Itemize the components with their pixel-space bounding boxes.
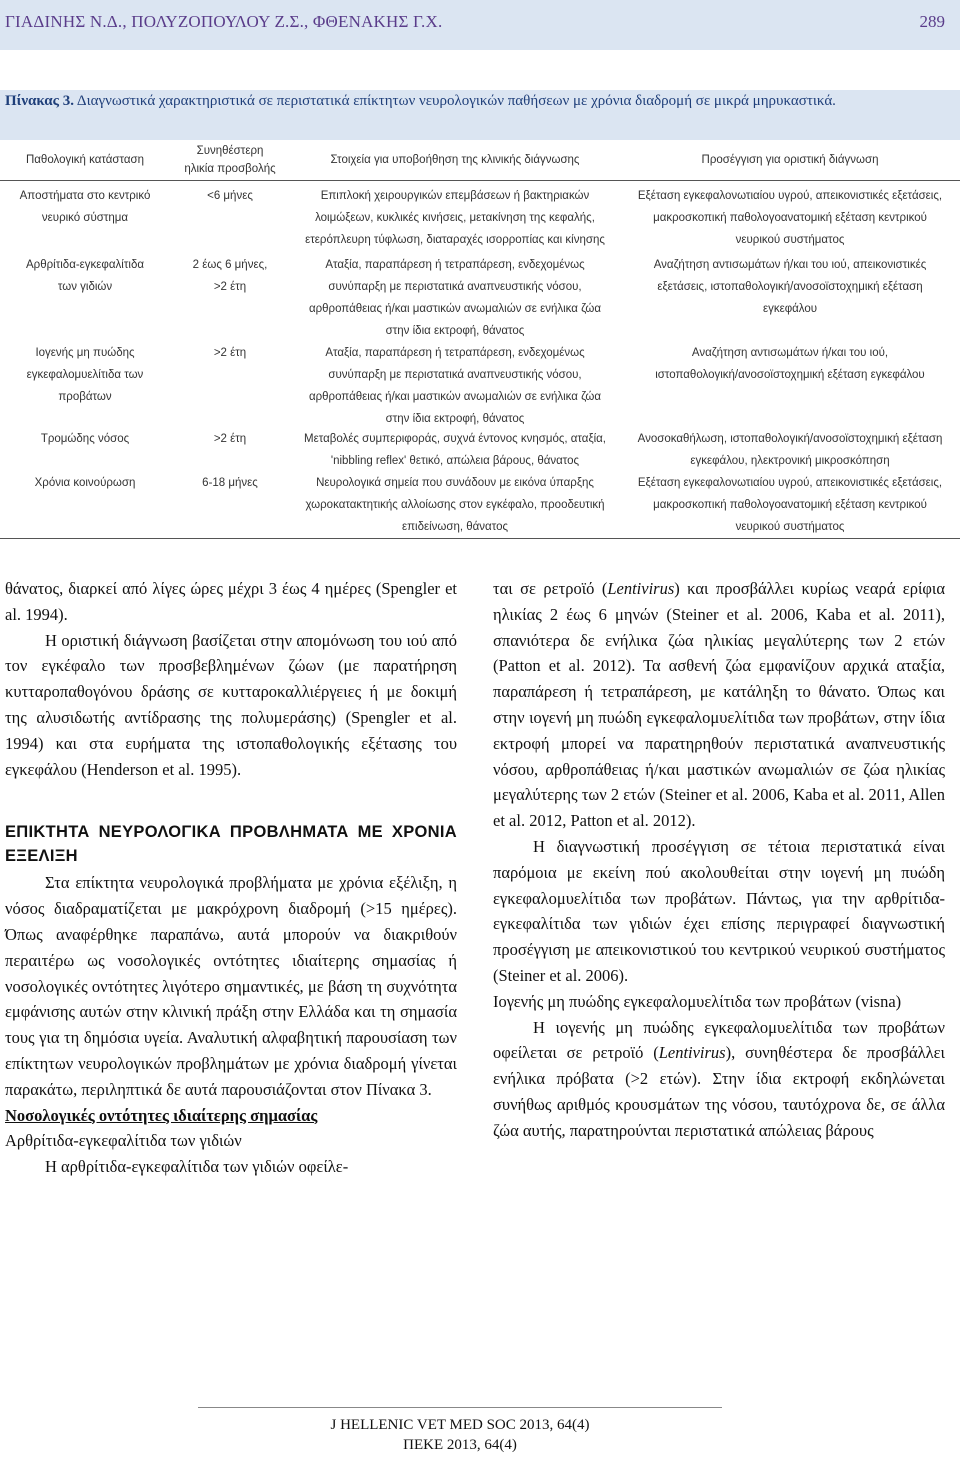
cell-definitive: Ανοσοκαθήλωση, ιστοπαθολογική/ανοσοϊστοχημική εξέταση εγκεφάλου, ηλεκτρονική μικροσκόπηση: [637, 433, 943, 467]
cell-condition: Ιογενής μη πυώδης εγκεφαλομυελίτιδα των προβάτων: [26, 347, 144, 403]
running-head-authors: ΓΙΑΔΙΝΗΣ Ν.Δ., ΠΟΛΥΖΟΠΟΥΛΟΥ Ζ.Σ., ΦΘΕΝΑΚΗΣ Γ.Χ.: [5, 12, 443, 31]
subsection-title: Αρθρίτιδα-εγκεφαλίτιδα των γιδιών: [5, 1131, 242, 1151]
paragraph: Η αρθρίτιδα-εγκεφαλίτιδα των γιδιών οφείλε-: [45, 1157, 349, 1177]
cell-definitive: Αναζήτηση αντισωμάτων ή/και του ιού, ιστοπαθολογική/ανοσοϊστοχημική εξέταση εγκεφάλου: [655, 347, 925, 381]
cell-definitive: Αναζήτηση αντισωμάτων ή/και του ιού, απεικονιστικές εξετάσεις, ιστοπαθολογική/ανοσοϊστοχημική εξέταση εγκεφάλου: [653, 259, 927, 315]
diagnosis-table: [0, 140, 960, 540]
journal-footer-en: J HELLENIC VET MED SOC 2013, 64(4): [330, 1417, 590, 1433]
paragraph: Η οριστική διάγνωση βασίζεται στην απομόνωση του ιού από τον εγκέφαλο των προσβεβλημένων ζώων (με παρατήρηση κυτταροπαθογόνου δράσης σε κυτταροκαλλιέργειες ή με δοκιμή της αλυσιδωτής αντίδρασης της πολυμεράσης) (Spengler et al. 1994) και στα ευρήματα της ιστοπαθολογικής εξέτασης του εγκεφάλου (Henderson et al. 1995).: [5, 630, 457, 779]
footer-box: [198, 1407, 722, 1465]
paragraph: [493, 576, 945, 834]
left-column: [5, 576, 457, 1180]
table-caption: [5, 91, 945, 112]
right-column: [493, 576, 945, 1144]
caption-text: Διαγνωστικά χαρακτηριστικά σε περιστατικά επίκτητων νευρολογικών παθήσεων με χρόνια διαδρομή σε μικρά μηρυκαστικά.: [74, 93, 836, 109]
paragraph: Στα επίκτητα νευρολογικά προβλήματα με χρόνια εξέλιξη, η νόσος διαδραματίζεται με μακρόχρονη διαδρομή (>15 ημέρες). Όπως αναφέρθηκε παραπάνω, αυτά μπορούν να διακριθούν περαιτέρω ως νοσολογικές οντότητες ιδιαίτερης σημασίας ή νοσολογικές οντότητες λιγότερο σημαντικές, με βάση τη συχνότητα εμφάνισης αυτών στην κλινική πράξη στην Ελλάδα και τη σημασία τους για τη δημόσια υγεία. Αναλυτική αλφαβητική παρουσίαση των επίκτητων νευρολογικών προβλημάτων με χρόνια διαδρομή γίνεται παρακάτω, περιληπτικά δε αυτά παρουσιάζονται στον Πίνακα 3.: [5, 873, 457, 1099]
cell-age: <6 μήνες: [207, 190, 253, 202]
paragraph: θάνατος, διαρκεί από λίγες ώρες μέχρι 3 έως 4 ημέρες (Spengler et al. 1994).: [5, 579, 457, 624]
table-header-rule: [0, 180, 960, 181]
cell-clinical: Αταξία, παραπάρεση ή τετραπάρεση, ενδεχομένως συνύπαρξη με περιστατικά αναπνευστικής νόσου, αρθροπάθειας ή/και μαστικών ανωμαλιών σε ενήλικα ζώα στην ίδια εκτροφή, θάνατος: [308, 259, 602, 337]
text-run: ) και προσβάλλει κυρίως νεαρά ερίφια ηλικίας 2 έως 6 μηνών (Steiner et al. 2006, Kaba et al. 2011), σπανιότερα δε ενήλικα ζώα ηλικίας μεγαλύτερης των 2 ετών (Patton et al. 2012). Τα ασθενή ζώα εμφανίζουν αρχικά αταξία, παραπάρεση ή τετραπάρεση, με κατάληξη το θάνατο. Όπως και στην ιογενή μη πυώδη εγκεφαλομυελίτιδα των προβάτων, στην ίδια εκτροφή μπορεί να παρατηρηθούν περιστατικά αναπνευστικής νόσου, αρθροπάθειας ή/και μαστικών ανωμαλιών σε ζώα ηλικίας μεγαλύτερης των 2 ετών (Steiner et al. 2006, Kaba et al. 2011, Allen et al. 2012, Patton et al. 2012).: [493, 579, 945, 831]
text-run: ται σε ρετροϊό (: [493, 579, 608, 598]
caption-label: Πίνακας 3.: [5, 93, 74, 109]
section-heading: ΕΠΙΚΤΗΤΑ ΝΕΥΡΟΛΟΓΙΚΑ ΠΡΟΒΛΗΜΑΤΑ ΜΕ ΧΡΟΝΙΑ ΕΞΕΛΙΞΗ: [5, 823, 457, 866]
cell-clinical: Νευρολογικά σημεία που συνάδουν με εικόνα ύπαρξης χωροκατακτητικής αλλοίωσης στον εγκέφαλο, προοδευτική επιδείνωση, θάνατος: [305, 477, 605, 533]
cell-age: 2 έως 6 μήνες, >2 έτη: [192, 259, 268, 293]
cell-definitive: Εξέταση εγκεφαλονωτιαίου υγρού, απεικονιστικές εξετάσεις, μακροσκοπική παθολογοανατομική εξέταση κεντρικού νευρικού συστήματος: [637, 190, 943, 246]
italic-term: Lentivirus: [658, 1043, 726, 1063]
cell-condition: Αρθρίτιδα-εγκεφαλίτιδα των γιδιών: [26, 259, 144, 293]
subsection-heading: Νοσολογικές οντότητες ιδιαίτερης σημασίας: [5, 1105, 318, 1125]
cell-definitive: Εξέταση εγκεφαλονωτιαίου υγρού, απεικονιστικές εξετάσεις, μακροσκοπική παθολογοανατομική εξέταση κεντρικού νευρικού συστήματος: [637, 477, 943, 533]
paragraph: [493, 1015, 945, 1144]
journal-footer-gr: ΠΕΚΕ 2013, 64(4): [403, 1437, 517, 1453]
cell-clinical: Αταξία, παραπάρεση ή τετραπάρεση, ενδεχομένως συνύπαρξη με περιστατικά αναπνευστικής νόσου, αρθροπάθειας ή/και μαστικών ανωμαλιών σε ενήλικα ζώα στην ίδια εκτροφή, θάνατος: [308, 347, 602, 425]
cell-condition: Αποστήματα στο κεντρικό νευρικό σύστημα: [19, 190, 151, 224]
table-header-age: Συνηθέστερη ηλικία προσβολής: [184, 145, 276, 175]
cell-condition: Χρόνια κοινούρωση: [34, 477, 136, 489]
text-run: Η ιογενής μη πυώδης εγκεφαλομυελίτιδα των προβάτων οφείλεται σε ρετροϊό (: [493, 1017, 945, 1063]
table-header-condition: Παθολογική κατάσταση: [25, 154, 145, 166]
page-number: 289: [919, 12, 945, 31]
paragraph: Η διαγνωστική προσέγγιση σε τέτοια περιστατικά είναι παρόμοια με εκείνη πού ακολουθείται στην ιογενή μη πυώδη εγκεφαλομυελίτιδα των προβάτων. Πάντως, για την αρθρίτιδα-εγκεφαλίτιδα των γιδιών έχει επίσης περιγραφεί διαγνωστική προσέγγιση με απεικονιστικού του κεντρικού νευρικού συστήματος (Steiner et al. 2006).: [493, 836, 945, 985]
cell-clinical: Μεταβολές συμπεριφοράς, συχνά έντονος κνησμός, αταξία, 'nibbling reflex' θετικό, απώλεια βάρους, θάνατος: [303, 433, 606, 467]
cell-clinical: Επιπλοκή χειρουργικών επεμβάσεων ή βακτηριακών λοιμώξεων, κυκλικές κινήσεις, μετακίνηση της κεφαλής, ετερόπλευρη τύφλωση, διαταραχές ισορροπίας και κίνησης: [305, 190, 605, 246]
italic-term: Lentivirus: [607, 579, 675, 598]
cell-age: >2 έτη: [213, 433, 247, 445]
cell-condition: Τρομώδης νόσος: [40, 433, 130, 445]
table-header-definitive: Προσέγγιση για οριστική διάγνωση: [701, 154, 879, 166]
section-title: Ιογενής μη πυώδης εγκεφαλομυελίτιδα των προβάτων (visna): [493, 991, 902, 1011]
cell-age: 6-18 μήνες: [202, 477, 258, 489]
table-header-clinical: Στοιχεία για υποβοήθηση της κλινικής διάγνωσης: [330, 154, 580, 166]
table-bottom-rule: [0, 538, 960, 539]
cell-age: >2 έτη: [213, 347, 247, 359]
text-run: ), συνηθέστερα δε προσβάλλει ενήλικα πρόβατα (>2 ετών). Στην ίδια εκτροφή εκδηλώνεται συνήθως αριθμός κρουσμάτων της νόσου, ταυτόχρονα δε, σε άλλα ζώα αυτής, παρατηρούνται περιστατικά απώλειας βάρους: [493, 1043, 945, 1140]
